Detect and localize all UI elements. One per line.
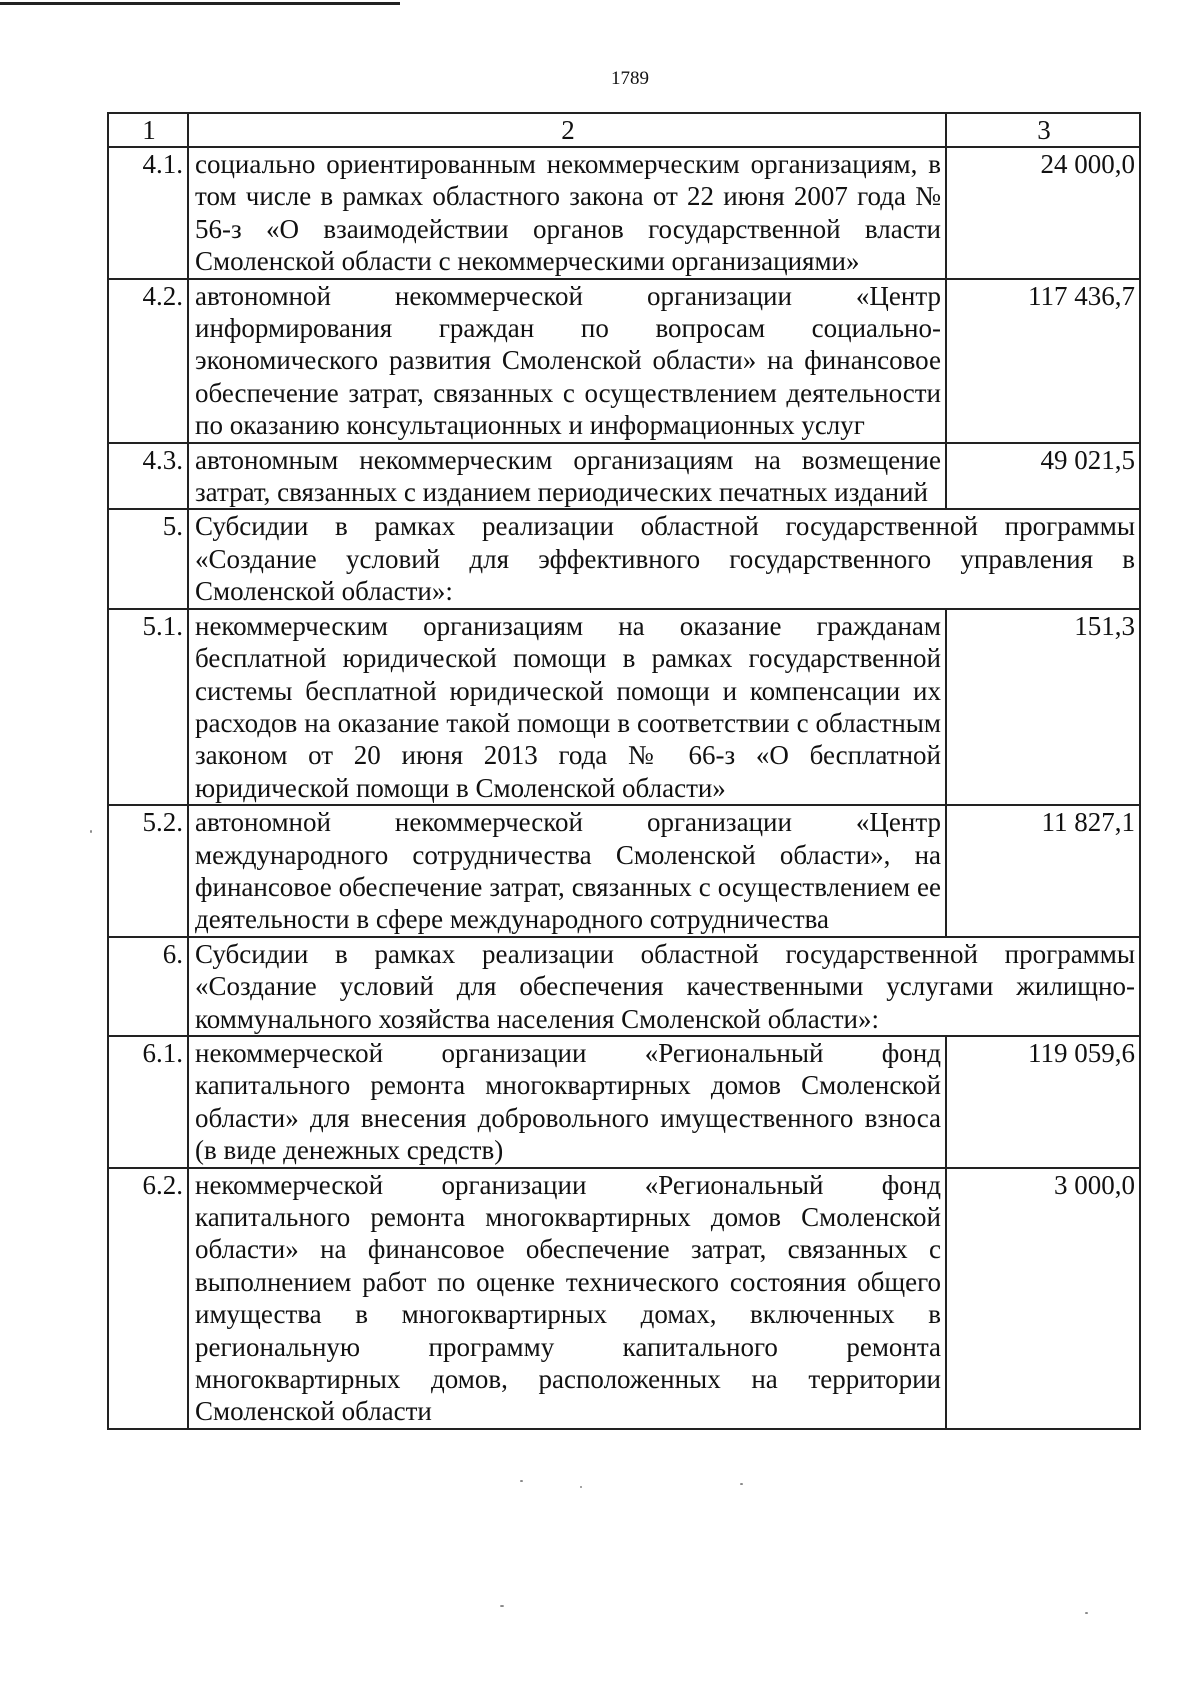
section-title: Субсидии в рамках реализации областной государственной программы «Создание условий для эффективного государственного управления в Смоленской области»: <box>188 509 1140 608</box>
row-description: некоммерческим организациям на оказание гражданам бесплатной юридической помощи в рамках государственной системы бесплатной юридической помощи и компенсации их расходов на оказание такой помощи в соответствии с областным законом от 20 июня 2013 года № 66-з «О бесплатной юридической помощи в Смоленской области» <box>188 609 946 805</box>
scan-top-rule <box>0 2 400 5</box>
table-section-row <box>108 937 1140 1036</box>
row-number: 6.2. <box>108 1168 188 1429</box>
header-cell-3: 3 <box>946 113 1140 147</box>
table-row <box>108 805 1140 937</box>
row-number: 5. <box>108 509 188 608</box>
page-number: 1789 <box>611 68 649 89</box>
row-description: автономной некоммерческой организации «Центр международного сотрудничества Смоленской области», на финансовое обеспечение затрат, связанных с осуществлением ее деятельности в сфере международного сотрудничества <box>188 805 946 937</box>
row-description: некоммерческой организации «Региональный фонд капитального ремонта многоквартирных домов Смоленской области» на финансовое обеспечение затрат, связанных с выполнением работ по оценке технического состояния общего имущества в многоквартирных домах, включенных в региональную программу капитального ремонта многоквартирных домов, расположенных на территории Смоленской области <box>188 1168 946 1429</box>
row-number: 5.1. <box>108 609 188 805</box>
header-cell-2: 2 <box>188 113 946 147</box>
row-amount: 11 827,1 <box>946 805 1140 937</box>
table-row <box>108 443 1140 510</box>
row-number: 6.1. <box>108 1036 188 1168</box>
header-cell-1: 1 <box>108 113 188 147</box>
table-row <box>108 609 1140 805</box>
scan-speck <box>740 1483 743 1485</box>
row-number: 4.3. <box>108 443 188 510</box>
section-title: Субсидии в рамках реализации областной государственной программы «Создание условий для обеспечения качественными услугами жилищно-коммунального хозяйства населения Смоленской области»: <box>188 937 1140 1036</box>
table-row <box>108 279 1140 443</box>
row-number: 4.2. <box>108 279 188 443</box>
subsidies-table <box>107 112 1141 1430</box>
table-row <box>108 1036 1140 1168</box>
row-amount: 151,3 <box>946 609 1140 805</box>
scan-speck <box>1085 1612 1088 1614</box>
row-number: 5.2. <box>108 805 188 937</box>
row-description: автономным некоммерческим организациям на возмещение затрат, связанных с изданием периодических печатных изданий <box>188 443 946 510</box>
row-amount: 117 436,7 <box>946 279 1140 443</box>
scan-speck <box>500 1605 504 1607</box>
row-description: автономной некоммерческой организации «Центр информирования граждан по вопросам социально-экономического развития Смоленской области» на финансовое обеспечение затрат, связанных с осуществлением деятельности по оказанию консультационных и информационных услуг <box>188 279 946 443</box>
table-header-row <box>108 113 1140 147</box>
scan-speck <box>90 830 92 833</box>
row-description: социально ориентированным некоммерческим организациям, в том числе в рамках областного закона от 22 июня 2007 года № 56-з «О взаимодействии органов государственной власти Смоленской области с некоммерческими организациями» <box>188 147 946 279</box>
row-amount: 119 059,6 <box>946 1036 1140 1168</box>
table-section-row <box>108 509 1140 608</box>
scan-speck <box>520 1480 523 1482</box>
table-row <box>108 1168 1140 1429</box>
table-row <box>108 147 1140 279</box>
row-description: некоммерческой организации «Региональный фонд капитального ремонта многоквартирных домов Смоленской области» для внесения добровольного имущественного взноса (в виде денежных средств) <box>188 1036 946 1168</box>
row-number: 6. <box>108 937 188 1036</box>
row-amount: 3 000,0 <box>946 1168 1140 1429</box>
row-amount: 49 021,5 <box>946 443 1140 510</box>
scan-speck <box>580 1486 582 1488</box>
row-amount: 24 000,0 <box>946 147 1140 279</box>
row-number: 4.1. <box>108 147 188 279</box>
